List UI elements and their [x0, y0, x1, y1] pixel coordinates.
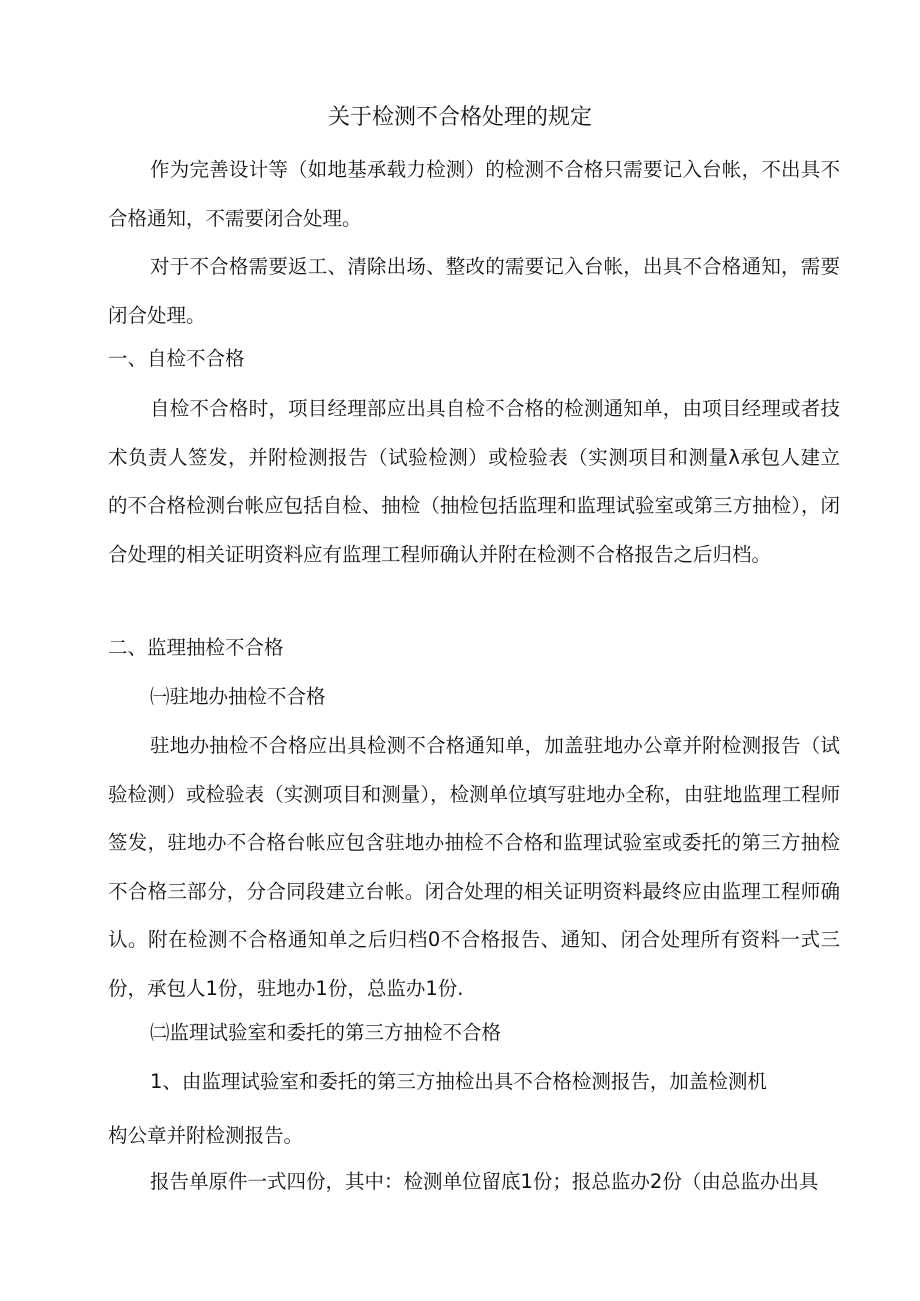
document-title: 关于检测不合格处理的规定	[327, 105, 592, 130]
subsection-heading-resident-office: ㈠驻地办抽检不合格	[150, 685, 326, 708]
subsection-heading-lab-third-party: ㈡监理试验室和委托的第三方抽检不合格	[150, 1021, 502, 1044]
section-heading-supervision: 二、监理抽检不合格	[108, 636, 284, 659]
report-copies-line: 报告单原件一式四份，其中：检测单位留底1份；报总监办2份（由总监办出具	[150, 1170, 819, 1193]
intro-paragraph-1: 作为完善设计等（如地基承载力检测）的检测不合格只需要记入台帐，不出具不合格通知，不需要闭合处理。	[108, 158, 840, 230]
section-heading-self-check: 一、自检不合格	[108, 347, 245, 370]
section-body-self-check: 自检不合格时，项目经理部应出具自检不合格的检测通知单，由项目经理或者技术负责人签发，并附检测报告（试验检测）或检验表（实测项目和测量λ承包人建立的不合格检测台帐应包括自检、抽检（抽检包括监理和监理试验室或第三方抽检），闭合处理的相关证明资料应有监理工程师确认并附在检测不合格报告之后归档。	[108, 397, 840, 566]
subsection-body-resident-office: 驻地办抽检不合格应出具检测不合格通知单，加盖驻地办公章并附检测报告（试验检测）或检验表（实测项目和测量），检测单位填写驻地办全称，由驻地监理工程师签发，驻地办不合格台帐应包含驻地办抽检不合格和监理试验室或委托的第三方抽检不合格三部分，分合同段建立台帐。闭合处理的相关证明资料最终应由监理工程师确认。附在检测不合格通知单之后归档0不合格报告、通知、闭合处理所有资料一式三份，承包人1份，驻地办1份，总监办1份.	[108, 734, 840, 1000]
intro-paragraph-2: 对于不合格需要返工、清除出场、整改的需要记入台帐，出具不合格通知，需要闭合处理。	[108, 255, 840, 327]
list-item-1-line-1: 1、由监理试验室和委托的第三方抽检出具不合格检测报告，加盖检测机	[150, 1070, 767, 1093]
list-item-1-line-2: 构公章并附检测报告。	[108, 1124, 304, 1147]
